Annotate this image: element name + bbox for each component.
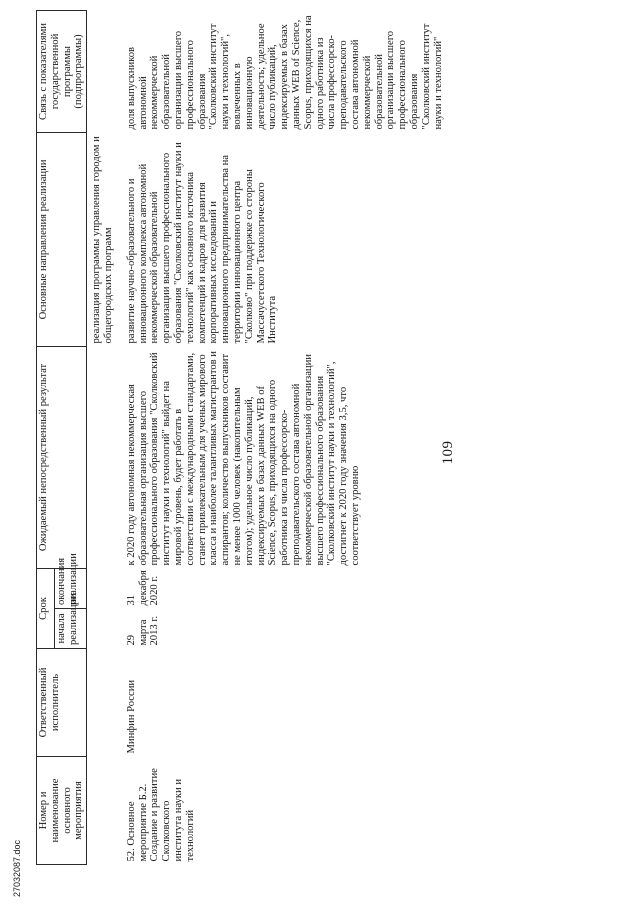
measure-name: Основное мероприятие Б.2. Создание и развитие Сколковского института науки и технологий (125, 768, 196, 862)
header-result: Ожидаемый непосредственный результат (37, 347, 87, 569)
header-term: Срок (37, 569, 55, 649)
table-row (116, 11, 446, 865)
result-cell: к 2020 году автономная некоммерческая образовательная организация высшего профессионального образования "Сколковский институт науки и технологий" выйдет на мировой уровень, будет работать в соответствии с международными стандартами, станет привлекательным для ученых мирового класса и наиболее талантливых магистрантов и аспирантов; количество выпускников составит не менее 1000 человек (накопительным итогом); удельное число публикаций, индексируемых в базах данных WEB of Science, Scopus, приходящихся на одного работника из числа профессорско-преподавательского состава автономной некоммерческой образовательной организации высшего профессионального образования "Сколковский институт науки и технологий", достигнет к 2020 году значения 3,5, что соответствует уровню (125, 351, 361, 566)
directions-cell: развитие научно-образовательного и инновационного комплекса автономной некоммерческой образовательной организации высшего профессионального образования "Сколковский институт науки и технологий" как основного источника компетенций и кадров для развития корпоративных исследований и инновационного предпринимательства на территории инновационного центра "Сколково" при поддержке со стороны Массачусетского Технологического Института (125, 142, 279, 344)
header-term-end: окончания реализации (54, 569, 86, 609)
header-name: Номер и наименование основного мероприятия (37, 757, 87, 865)
header-directions: Основные направления реализации (37, 133, 87, 347)
start-date-cell: 29 марта 2013 г. (125, 615, 161, 646)
executor-cell: Минфин России (125, 679, 137, 754)
header-link: Связь с показателями государственной программы (подпрограммы) (37, 11, 87, 133)
indicator-link-cell: доля выпускников автономной некоммерческой образовательной организации высшего профессионального образования "Сколковский институт науки и технологий", вовлеченных в инновационную деятельность; удельное число публикаций, индексируемых в базах данных WEB of Science, Scopus, приходящихся на одного работника из числа профессорско-преподавательского состава автономной некоммерческой образовательной организации высшего профессионального образования "Сколковский институт науки и технологий" (125, 15, 444, 130)
measure-name-cell (116, 757, 446, 865)
end-date-cell: 31 декабря 2020 г. (125, 570, 161, 606)
page-number: 109 (440, 440, 456, 465)
footer-doc-code: 27032087.doc (12, 839, 22, 897)
measures-table (36, 10, 445, 865)
measure-number: 52. (125, 848, 137, 862)
prev-directions-cell: реализация программы управления городом и общегородских программ (91, 136, 114, 344)
table-row-continued (87, 11, 116, 865)
table-header-row-1 (37, 11, 55, 865)
header-executor: Ответственный исполнитель (37, 649, 87, 757)
header-term-start: начала реализации (54, 609, 86, 649)
